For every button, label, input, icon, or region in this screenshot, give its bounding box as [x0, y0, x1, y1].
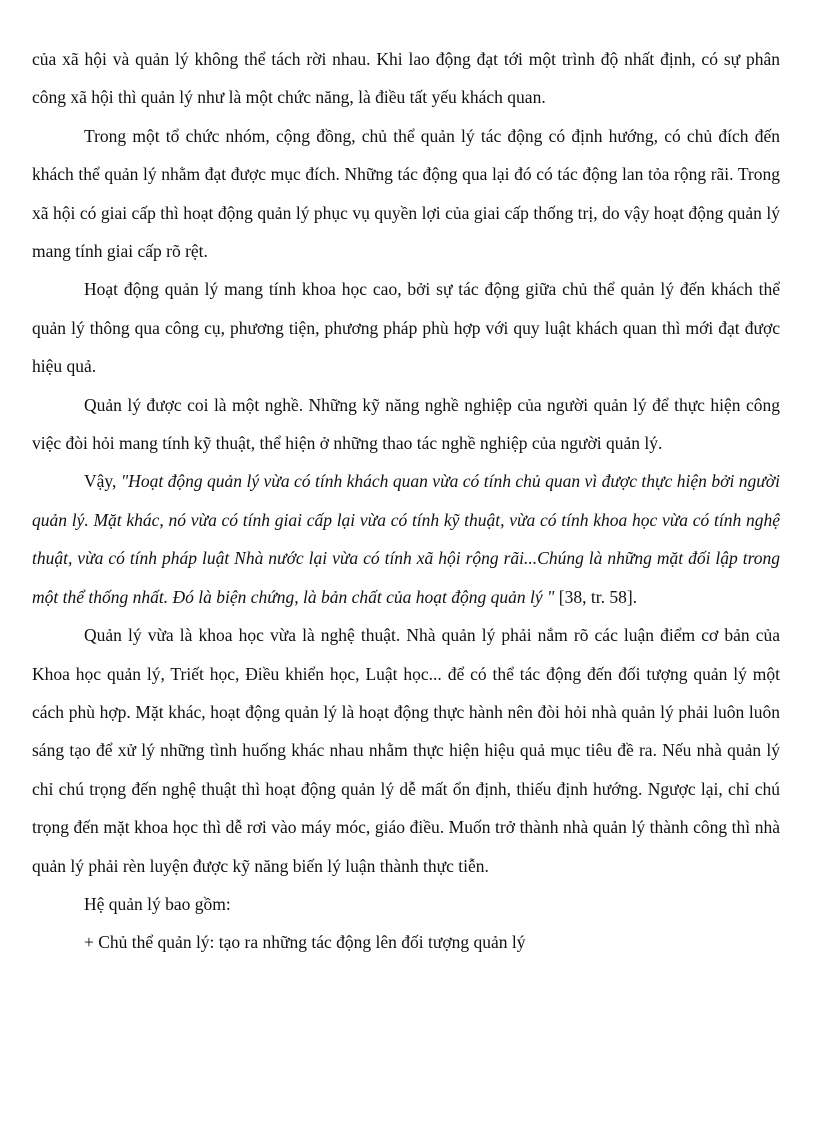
paragraph-5-quote	[32, 462, 780, 616]
paragraph-3: Hoạt động quản lý mang tính khoa học cao, bởi sự tác động giữa chủ thể quản lý đến khách thể quản lý thông qua công cụ, phương tiện, phương pháp phù hợp với quy luật khách quan thì mới đạt được hiệu quả.	[32, 279, 780, 377]
quote-text: "Hoạt động quản lý vừa có tính khách quan vừa có tính chủ quan vì được thực hiện bởi người quản lý. Mặt khác, nó vừa có tính giai cấp lại vừa có tính kỹ thuật, vừa có tính khoa học vừa có tính nghệ thuật, vừa có tính pháp luật Nhà nước lại vừa có tính xã hội rộng rãi...Chúng là những mặt đối lập trong một thể thống nhất. Đó là biện chứng, là bản chất của hoạt động quản lý "	[32, 471, 780, 607]
paragraph-1: của xã hội và quản lý không thể tách rời nhau. Khi lao động đạt tới một trình độ nhất định, có sự phân công xã hội thì quản lý như là một chức năng, là điều tất yếu khách quan.	[32, 49, 780, 108]
paragraph-2: Trong một tổ chức nhóm, cộng đồng, chủ thể quản lý tác động có định hướng, có chủ đích đến khách thể quản lý nhằm đạt được mục đích. Những tác động qua lại đó có tác động lan tỏa rộng rãi. Trong xã hội có giai cấp thì hoạt động quản lý phục vụ quyền lợi của giai cấp thống trị, do vậy hoạt động quản lý mang tính giai cấp rõ rệt.	[32, 125, 780, 262]
quote-citation: [38, tr. 58].	[554, 586, 638, 607]
paragraph-4: Quản lý được coi là một nghề. Những kỹ năng nghề nghiệp của người quản lý để thực hiện công việc đòi hỏi mang tính kỹ thuật, thể hiện ở những thao tác nghề nghiệp của người quản lý.	[32, 394, 780, 454]
list-item-subject: + Chủ thể quản lý: tạo ra những tác động lên đối tượng quản lý	[84, 932, 526, 953]
paragraph-7: Hệ quản lý bao gồm:	[84, 893, 231, 914]
document-body	[32, 40, 780, 962]
quote-lead: Vậy,	[84, 471, 121, 492]
paragraph-6: Quản lý vừa là khoa học vừa là nghệ thuật. Nhà quản lý phải nắm rõ các luận điểm cơ bản của Khoa học quản lý, Triết học, Điều khiển học, Luật học... để có thể tác động đến đối tượng quản lý một cách phù hợp. Mặt khác, hoạt động quản lý là hoạt động thực hành nên đòi hỏi nhà quản lý phải luôn luôn sáng tạo để xử lý những tình huống khác nhau nhằm thực hiện hiệu quả mục tiêu đề ra. Nếu nhà quản lý chỉ chú trọng đến nghệ thuật thì hoạt động quản lý dễ mất ổn định, thiếu định hướng. Ngược lại, chỉ chú trọng đến mặt khoa học thì dễ rơi vào máy móc, giáo điều. Muốn trở thành nhà quản lý thành công thì nhà quản lý phải rèn luyện được kỹ năng biến lý luận thành thực tiễn.	[32, 625, 780, 876]
